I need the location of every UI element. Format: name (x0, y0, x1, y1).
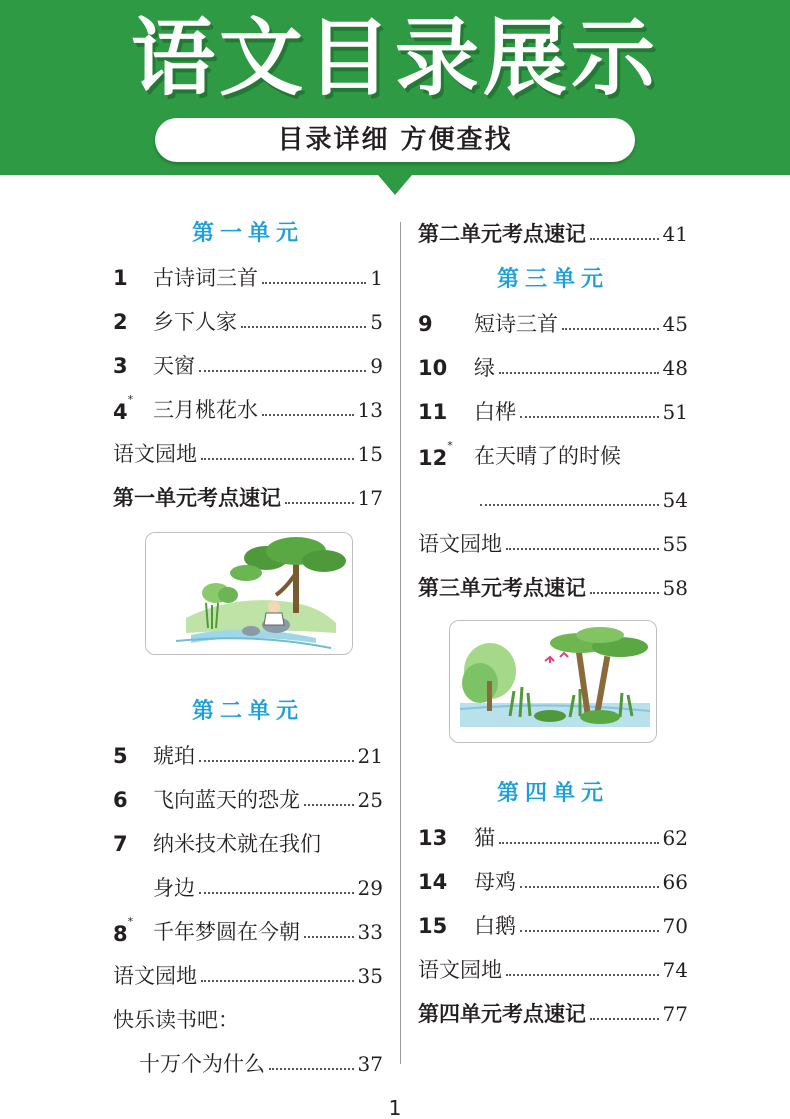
lesson-title: 纳米技术就在我们 (153, 832, 321, 856)
toc-entry-review[interactable] (113, 476, 383, 520)
leader-dots (201, 980, 354, 982)
page-ref: 1 (370, 266, 383, 290)
toc-right-column (418, 212, 688, 1036)
lesson-number: 3 (113, 354, 128, 378)
toc-entry-review[interactable] (418, 566, 688, 610)
lesson-number: 12* (418, 439, 453, 470)
page-ref: 9 (370, 354, 383, 378)
lesson-title: 乡下人家 (153, 310, 237, 334)
leader-dots (262, 414, 354, 416)
optional-lesson-mark: * (447, 439, 453, 452)
toc-entry[interactable] (418, 346, 688, 390)
page-ref: 54 (662, 488, 688, 512)
lesson-title: 短诗三首 (474, 312, 558, 336)
page-ref: 29 (357, 876, 383, 900)
lesson-title: 三月桃花水 (153, 398, 258, 422)
page-ref: 58 (662, 576, 688, 600)
page-ref: 17 (357, 486, 383, 510)
leader-dots (304, 804, 354, 806)
lesson-title: 天窗 (153, 354, 195, 378)
lesson-number: 2 (113, 310, 128, 334)
page-subtitle: 目录详细 方便查找 (155, 118, 635, 162)
section-title: 第一单元考点速记 (113, 486, 281, 510)
unit-heading-4: 第四单元 (496, 781, 609, 806)
page-ref: 62 (662, 826, 688, 850)
toc-entry-continued[interactable] (113, 866, 383, 910)
toc-entry[interactable] (113, 388, 383, 432)
toc-entry[interactable] (418, 434, 688, 478)
lesson-number: 10 (418, 356, 448, 380)
toc-left-column (113, 212, 383, 1086)
section-title: 语文园地 (418, 532, 502, 556)
page-ref: 66 (662, 870, 688, 894)
lesson-title: 琥珀 (153, 744, 195, 768)
page-ref: 5 (370, 310, 383, 334)
page-ref: 77 (662, 1002, 688, 1026)
toc-entry[interactable] (418, 302, 688, 346)
banner-pointer (378, 175, 412, 195)
toc-entry-review[interactable] (418, 212, 688, 256)
toc-entry[interactable] (113, 300, 383, 344)
leader-dots (590, 592, 659, 594)
page-ref: 25 (357, 788, 383, 812)
toc-entry[interactable] (113, 910, 383, 954)
leader-dots (590, 238, 659, 240)
toc-entry[interactable] (113, 778, 383, 822)
lesson-number: 4* (113, 393, 134, 424)
lesson-number: 9 (418, 312, 433, 336)
optional-lesson-mark: * (127, 393, 134, 406)
toc-entry[interactable] (418, 860, 688, 904)
page-ref: 70 (662, 914, 688, 938)
page-ref: 21 (357, 744, 383, 768)
toc-entry[interactable] (418, 390, 688, 434)
page-ref: 41 (662, 222, 688, 246)
leader-dots (506, 974, 659, 976)
lesson-number: 6 (113, 788, 128, 812)
lesson-number: 13 (418, 826, 448, 850)
lesson-title: 猫 (474, 826, 495, 850)
page-ref: 35 (357, 964, 383, 988)
illustration-boy-by-river (145, 532, 353, 655)
leader-dots (199, 370, 366, 372)
page-number: 1 (388, 1096, 402, 1119)
toc-entry[interactable] (113, 256, 383, 300)
unit-heading-1: 第一单元 (191, 221, 304, 246)
page-title: 语文目录展示 (130, 9, 659, 107)
lesson-number: 8* (113, 915, 134, 946)
page-ref: 74 (662, 958, 688, 982)
leader-dots (499, 372, 659, 374)
leader-dots (199, 892, 354, 894)
toc-entry-reading[interactable] (113, 998, 383, 1042)
lesson-title: 绿 (474, 356, 495, 380)
section-title: 语文园地 (418, 958, 502, 982)
lesson-title: 千年梦圆在今朝 (153, 920, 300, 944)
section-title: 第三单元考点速记 (418, 576, 586, 600)
lesson-number: 5 (113, 744, 128, 768)
header-banner (0, 0, 790, 175)
toc-entry-continued[interactable] (418, 478, 688, 522)
page-ref: 48 (662, 356, 688, 380)
toc-entry-garden[interactable] (113, 432, 383, 476)
leader-dots (520, 886, 659, 888)
page-ref: 37 (357, 1052, 383, 1076)
section-title: 第二单元考点速记 (418, 222, 586, 246)
lesson-title: 白鹅 (474, 914, 516, 938)
leader-dots (201, 458, 354, 460)
leader-dots (506, 548, 659, 550)
toc-entry-review[interactable] (418, 992, 688, 1036)
leader-dots (241, 326, 366, 328)
toc-entry[interactable] (113, 822, 383, 866)
section-title: 第四单元考点速记 (418, 1002, 586, 1026)
optional-lesson-mark: * (127, 915, 134, 928)
lesson-title: 在天晴了的时候 (474, 444, 621, 468)
lesson-number: 7 (113, 832, 128, 856)
page-ref: 33 (357, 920, 383, 944)
page-ref: 45 (662, 312, 688, 336)
column-divider (400, 222, 401, 1064)
toc-entry-garden[interactable] (418, 522, 688, 566)
leader-dots (269, 1068, 354, 1070)
toc-entry-garden[interactable] (418, 948, 688, 992)
leader-dots (199, 760, 354, 762)
leader-dots (562, 328, 659, 330)
unit-heading-3: 第三单元 (496, 267, 609, 292)
unit-heading-2: 第二单元 (191, 699, 304, 724)
leader-dots (262, 282, 366, 284)
lesson-number: 1 (113, 266, 128, 290)
lesson-title: 白桦 (474, 400, 516, 424)
lesson-title-continued: 身边 (153, 876, 195, 900)
page-ref: 51 (662, 400, 688, 424)
toc-entry[interactable] (113, 734, 383, 778)
lesson-number: 14 (418, 870, 448, 894)
toc-entry-garden[interactable] (113, 954, 383, 998)
lesson-title: 古诗词三首 (153, 266, 258, 290)
page-ref: 55 (662, 532, 688, 556)
lesson-number: 15 (418, 914, 448, 938)
leader-dots (520, 416, 659, 418)
lesson-title: 母鸡 (474, 870, 516, 894)
lesson-number: 11 (418, 400, 448, 424)
page-ref: 13 (357, 398, 383, 422)
leader-dots (304, 936, 354, 938)
section-title: 语文园地 (113, 964, 197, 988)
leader-dots (590, 1018, 659, 1020)
leader-dots (520, 930, 659, 932)
toc-entry[interactable] (113, 344, 383, 388)
toc-entry-reading-sub[interactable] (113, 1042, 383, 1086)
illustration-trees-and-birds (449, 620, 657, 743)
toc-entry[interactable] (418, 816, 688, 860)
leader-dots (499, 842, 659, 844)
book-title: 十万个为什么 (139, 1052, 265, 1076)
page-ref: 15 (357, 442, 383, 466)
section-title: 语文园地 (113, 442, 197, 466)
leader-dots (285, 502, 354, 504)
toc-entry[interactable] (418, 904, 688, 948)
leader-dots (480, 504, 659, 506)
section-title: 快乐读书吧： (113, 1008, 239, 1032)
lesson-title: 飞向蓝天的恐龙 (153, 788, 300, 812)
